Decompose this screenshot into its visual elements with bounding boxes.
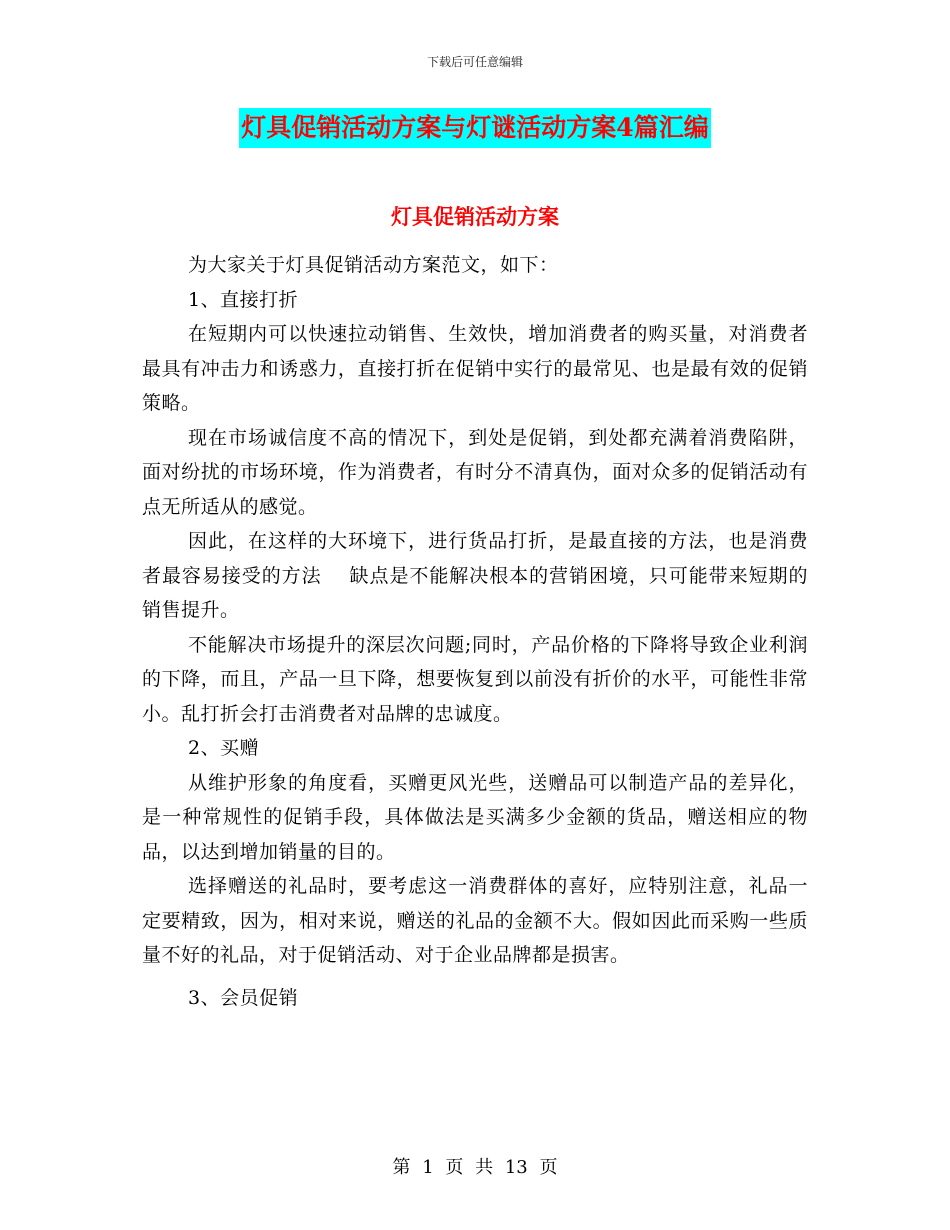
- document-title-container: [0, 108, 950, 148]
- header-note: 下载后可任意编辑: [426, 55, 523, 69]
- paragraph: 从维护形象的角度看，买赠更风光些，送赠品可以制造产品的差异化，是一种常规性的促销手段，具体做法是买满多少金额的货品，赠送相应的物品，以达到增加销量的目的。: [142, 771, 808, 863]
- paragraph: 不能解决市场提升的深层次问题;同时，产品价格的下降将导致企业利润的下降，而且，产品一旦下降，想要恢复到以前没有折价的水平，可能性非常小。乱打折会打击消费者对品牌的忠诚度。: [142, 633, 808, 725]
- document-body: [142, 248, 808, 1015]
- paragraph: 现在市场诚信度不高的情况下，到处是促销，到处都充满着消费陷阱，面对纷扰的市场环境，作为消费者，有时分不清真伪，面对众多的促销活动有点无所适从的感觉。: [142, 426, 808, 518]
- document-title: 灯具促销活动方案与灯谜活动方案4篇汇编: [239, 108, 710, 148]
- paragraph: 选择赠送的礼品时，要考虑这一消费群体的喜好，应特别注意，礼品一定要精致，因为，相对来说，赠送的礼品的金额不大。假如因此而采购一些质量不好的礼品，对于促销活动、对于企业品牌都是损害。: [142, 875, 808, 966]
- heading-buy-gift: 2、买赠: [188, 737, 260, 759]
- heading-member-promotion: 3、会员促销: [188, 986, 299, 1009]
- paragraph: 在短期内可以快速拉动销售、生效快，增加消费者的购买量，对消费者最具有冲击力和诱惑力，直接打折在促销中实行的最常见、也是最有效的促销策略。: [142, 323, 808, 414]
- page-footer: 第 1 页 共 13 页: [392, 1157, 558, 1178]
- section-title: 灯具促销活动方案: [391, 204, 559, 229]
- paragraph-intro: 为大家关于灯具促销活动方案范文，如下：: [188, 254, 559, 276]
- heading-direct-discount: 1、直接打折: [188, 288, 299, 311]
- paragraph: 因此，在这样的大环境下，进行货品打折，是最直接的方法，也是消费者最容易接受的方法 缺点是不能解决根本的营销困境，只可能带来短期的销售提升。: [142, 530, 808, 621]
